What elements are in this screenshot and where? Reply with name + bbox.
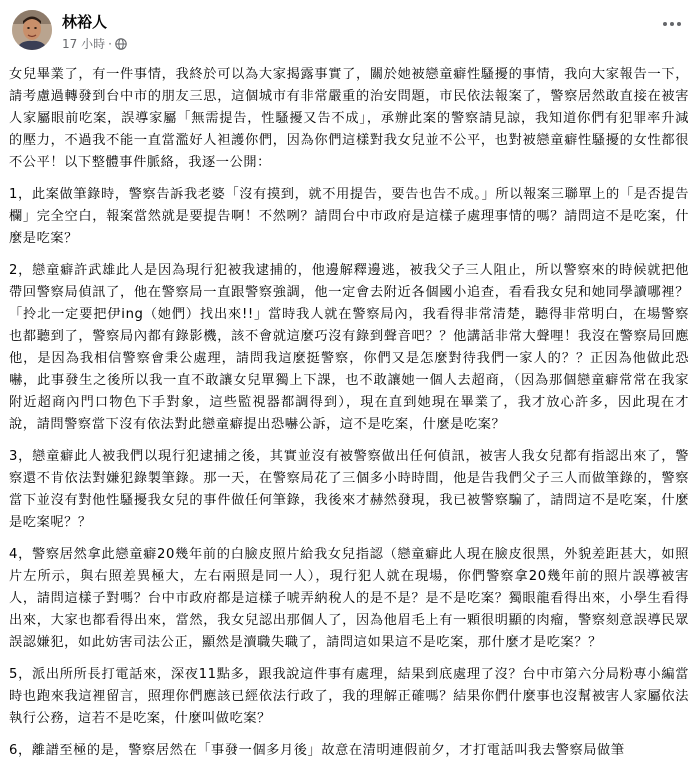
post-body (9, 64, 689, 772)
post-paragraph: 5，派出所所長打電話來，深夜11點多，跟我說這件事有處理，結果到底處理了沒？台中市第六分局粉專小編當時也跑來我這裡留言，照理你們應該已經依法行政了，我的理解正確嗎？結果你們什麼事也沒幫被害人家屬依法執行公務，這若不是吃案，什麼叫做吃案？ (9, 667, 689, 726)
profile-photo (12, 10, 52, 50)
meta-separator: · (108, 36, 112, 51)
more-options-icon[interactable] (658, 14, 686, 34)
post-paragraph: 2，戀童癖許武雄此人是因為現行犯被我逮捕的，他邊解釋邊逃，被我父子三人阻止，所以警察來的時候就把他帶回警察局偵訊了，他在警察局一直跟警察強調，他一定會去附近各個國小追查，看看我女兒和她同學讀哪裡？「拎北一定要把伊ing（她們）找出來!!」當時我人就在警察局內，我看得非常清楚，聽得非常明白，在場警察也都聽到了，警察局內都有錄影機，該不會就這麼巧沒有錄到聲音吧？？他講話非常大聲哩！我沒在警察局回應他，是因為我相信警察會秉公處理，請問我這麼挺警察，你們又是怎麼對待我們一家人的？？正因為他做此恐嚇，此事發生之後所以我一直不敢讓女兒單獨上下課，也不敢讓她一個人去超商，（因為那個戀童癖常常在我家附近超商內門口物色下手對象，這些監視器都調得到），現在直到她現在畢業了，我才放心許多，因此現在才說，請問警察當下沒有依法對此戀童癖提出恐嚇公訴，這不是吃案，什麼是吃案？ (9, 263, 689, 432)
post-paragraph: 3，戀童癖此人被我們以現行犯逮捕之後，其實並沒有被警察做出任何偵訊，被害人我女兒都有指認出來了，警察還不肯依法對嫌犯錄製筆錄。那一天，在警察局花了三個多小時時間，他是告我們父子三人而做筆錄的，警察當下並沒有對他性騷擾我女兒的事件做任何筆錄，我後來才赫然發現，我已被警察騙了，請問這不是吃案，什麼是吃案呢？？ (9, 449, 689, 530)
author-name[interactable]: 林裕人 (62, 13, 108, 31)
post-paragraph: 1，此案做筆錄時，警察告訴我老婆「沒有摸到，就不用提告，要告也告不成。」所以報案三聯單上的「是否提告欄」完全空白，報案當然就是要提告啊！不然咧？請問台中市政府是這樣子處理事情的嗎？請問這不是吃案，什麼是吃案？ (9, 187, 689, 246)
post-timestamp[interactable]: 17 小時 (62, 37, 106, 51)
post-paragraph: 4，警察居然拿此戀童癖20幾年前的白臉皮照片給我女兒指認（戀童癖此人現在臉皮很黑，外貌差距甚大，如照片左所示，與右照差異極大，左右兩照是同一人），現行犯人就在現場，你們警察拿20幾年前的照片誤導被害人，請問這樣子對嗎？台中市政府都是這樣子唬弄納稅人的是不是？是不是吃案？獨眼龍看得出來，小學生看得出來，大家也都看得出來，當然，我女兒認出那個人了，因為他眉毛上有一顆很明顯的肉瘤，警察刻意誤導民眾誤認嫌犯，如此妨害司法公正，顯然是瀆職失職了，請問這如果這不是吃案，那什麼才是吃案？？ (9, 547, 689, 650)
post-paragraph: 女兒畢業了，有一件事情，我終於可以為大家揭露事實了，關於她被戀童癖性騷擾的事情，我向大家報告一下，請考慮過轉發到台中市的朋友三思，這個城市有非常嚴重的治安問題，市民依法報案了，警察居然敢直接在被害人家屬眼前吃案，誤導家屬「無需提告，性騷擾又告不成」，承辦此案的警察請見諒，我知道你們有犯罪率升減的壓力，不過我不能一直當濫好人袒護你們，因為你們這樣對我女兒並不公平，也對被戀童癖性騷擾的女性都很不公平！以下整體事件脈絡，我逐一公開： (9, 67, 689, 170)
author-avatar[interactable] (12, 10, 52, 50)
post-meta (62, 35, 127, 52)
globe-icon[interactable] (115, 38, 127, 50)
post-paragraph: 6，離譜至極的是，警察居然在「事發一個多月後」故意在清明連假前夕，才打電話叫我去警察局做筆 (9, 743, 625, 758)
